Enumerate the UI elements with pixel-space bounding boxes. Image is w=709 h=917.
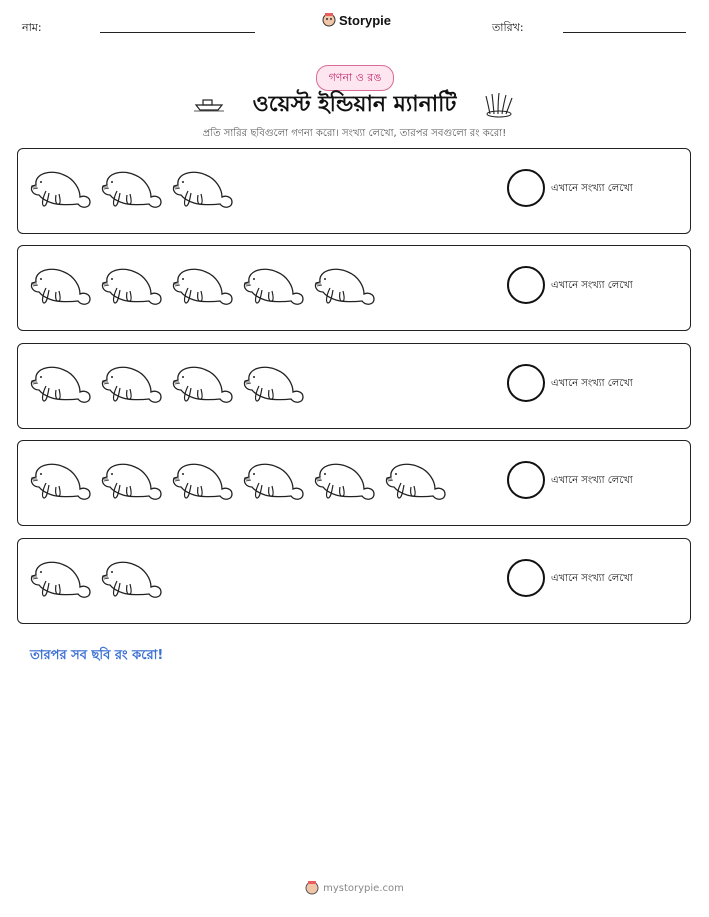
answer-prompt: এখানে সংখ্যা লেখো (551, 183, 633, 194)
brand-logo (322, 12, 391, 28)
manatee-icon[interactable] (241, 262, 307, 310)
manatee-icon[interactable] (99, 262, 165, 310)
name-field[interactable] (100, 32, 255, 33)
manatee-icon[interactable] (170, 165, 236, 213)
answer-circle[interactable] (507, 364, 545, 402)
answer-prompt: এখানে সংখ্যা লেখো (551, 475, 633, 486)
answer-circle[interactable] (507, 559, 545, 597)
answer-prompt: এখানে সংখ্যা লেখো (551, 378, 633, 389)
manatee-icon[interactable] (99, 165, 165, 213)
count-row (17, 148, 691, 234)
answer-circle[interactable] (507, 461, 545, 499)
count-row (17, 440, 691, 526)
instructions: প্রতি সারির ছবিগুলো গণনা করো। সংখ্যা লেখো, তারপর সবগুলো রং করো! (202, 128, 507, 139)
seagrass-icon (484, 92, 514, 118)
brand-name: Storypie (339, 12, 392, 28)
manatee-icon[interactable] (170, 457, 236, 505)
manatee-icon[interactable] (170, 262, 236, 310)
count-row (17, 245, 691, 331)
answer-circle[interactable] (507, 169, 545, 207)
manatee-icon[interactable] (28, 360, 94, 408)
manatee-icon[interactable] (99, 457, 165, 505)
storypie-mascot-icon (305, 880, 319, 896)
name-label: নাম: (22, 21, 42, 34)
manatee-icon[interactable] (99, 555, 165, 603)
footer (0, 880, 709, 896)
category-badge: গণনা ও রঙ (316, 65, 394, 91)
manatee-icon[interactable] (312, 457, 378, 505)
date-label: তারিখ: (492, 21, 524, 34)
count-row (17, 343, 691, 429)
manatee-icon[interactable] (312, 262, 378, 310)
answer-prompt: এখানে সংখ্যা লেখো (551, 573, 633, 584)
manatee-icon[interactable] (241, 360, 307, 408)
manatee-icon[interactable] (170, 360, 236, 408)
count-row (17, 538, 691, 624)
manatee-icon[interactable] (383, 457, 449, 505)
manatee-icon[interactable] (28, 165, 94, 213)
date-field[interactable] (563, 32, 686, 33)
manatee-icon[interactable] (99, 360, 165, 408)
manatee-icon[interactable] (28, 555, 94, 603)
footer-site: mystorypie.com (323, 882, 404, 894)
manatee-icon[interactable] (241, 457, 307, 505)
coloring-instruction: তারপর সব ছবি রং করো! (30, 648, 164, 663)
answer-circle[interactable] (507, 266, 545, 304)
manatee-icon[interactable] (28, 457, 94, 505)
page-title: ওয়েস্ট ইন্ডিয়ান ম্যানাটি (252, 92, 457, 117)
answer-prompt: এখানে সংখ্যা লেখো (551, 280, 633, 291)
storypie-mascot-icon (322, 12, 336, 28)
manatee-icon[interactable] (28, 262, 94, 310)
